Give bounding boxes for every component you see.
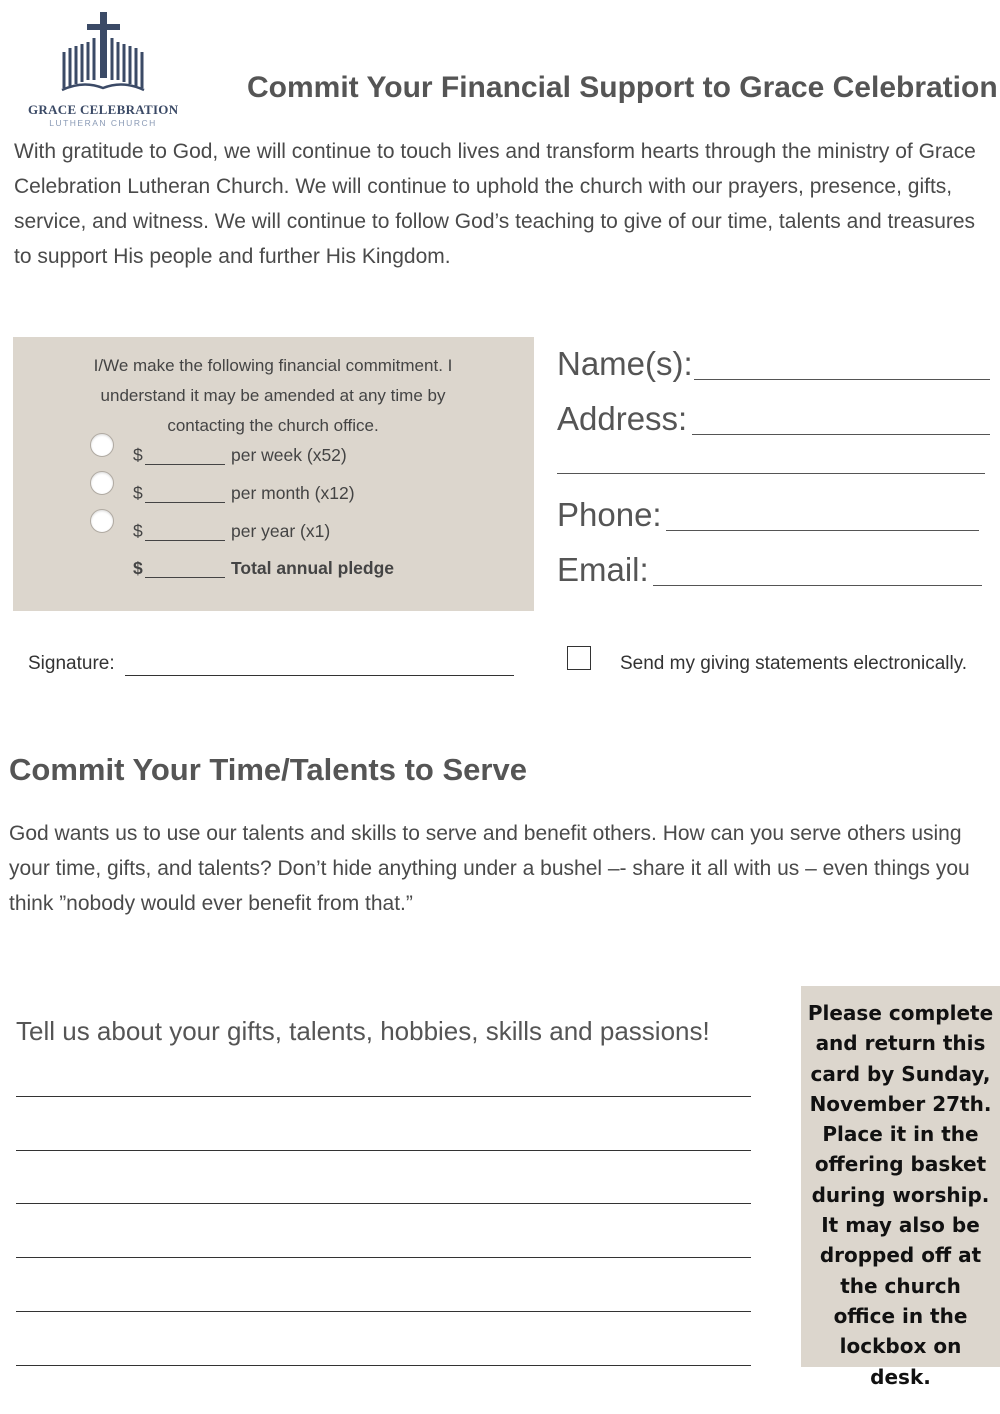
church-logo	[28, 8, 188, 133]
talents-answer-line[interactable]	[16, 1365, 751, 1366]
currency-symbol: $	[133, 558, 143, 578]
yearly-radio[interactable]	[90, 509, 114, 533]
currency-symbol: $	[133, 483, 143, 503]
talents-intro: God wants us to use our talents and skills to serve and benefit others. How can you serve others using your time, gifts, and talents? Don’t hide anything under a bushel –- share it all with us – even things you think ”nobody would ever benefit from that.”	[9, 822, 970, 915]
electronic-statements-label: Send my giving statements electronically.	[620, 653, 968, 674]
pledge-total-row	[13, 558, 533, 588]
yearly-label: per year (x1)	[231, 521, 331, 541]
monthly-radio[interactable]	[90, 471, 114, 495]
total-label: Total annual pledge	[231, 558, 395, 578]
phone-label: Phone:	[557, 496, 662, 533]
signature-label: Signature:	[28, 653, 115, 674]
electronic-statements-checkbox[interactable]	[567, 646, 591, 670]
email-label: Email:	[557, 551, 649, 588]
signature-field[interactable]	[125, 675, 514, 676]
name-label: Name(s):	[557, 345, 693, 382]
currency-symbol: $	[133, 445, 143, 465]
talents-heading: Commit Your Time/Talents to Serve	[9, 752, 527, 787]
name-field[interactable]	[694, 379, 990, 380]
monthly-label: per month (x12)	[231, 483, 355, 503]
return-instructions-panel	[801, 986, 1000, 1389]
financial-heading: Commit Your Financial Support to Grace Celebration	[247, 71, 998, 104]
financial-intro: With gratitude to God, we will continue to touch lives and transform hearts through the ministry of Grace Celebration Lutheran Church. We will continue to uphold the church with our prayers, presence, gifts, service, and witness. We will continue to follow God’s teaching to give of our time, talents and treasures to support His people and further His Kingdom.	[14, 140, 976, 268]
address-field[interactable]	[692, 434, 990, 435]
commitment-panel	[13, 337, 534, 611]
email-field[interactable]	[653, 585, 982, 586]
logo-subtitle: LUTHERAN CHURCH	[49, 118, 157, 128]
pledge-option-weekly	[13, 445, 533, 475]
pledge-option-yearly	[13, 521, 533, 551]
return-instructions-text: Please complete and return this card by Sunday, November 27th. Place it in the offering basket during worship. It may also be dropped off at the church office in the lockbox on desk.	[807, 1001, 994, 1389]
logo-name: GRACE CELEBRATION	[28, 102, 179, 117]
weekly-amount-field[interactable]	[145, 464, 225, 465]
weekly-radio[interactable]	[90, 433, 114, 457]
talents-answer-line[interactable]	[16, 1203, 751, 1204]
cross-bible-icon	[58, 8, 148, 98]
talents-answer-line[interactable]	[16, 1150, 751, 1151]
monthly-amount-field[interactable]	[145, 502, 225, 503]
talents-answer-line[interactable]	[16, 1257, 751, 1258]
address-field-line-2[interactable]	[557, 473, 985, 474]
address-label: Address:	[557, 400, 688, 437]
pledge-option-monthly	[13, 483, 533, 513]
talents-answer-line[interactable]	[16, 1096, 751, 1097]
talents-prompt: Tell us about your gifts, talents, hobbies, skills and passions!	[16, 1016, 710, 1046]
talents-answer-line[interactable]	[16, 1311, 751, 1312]
total-amount-field[interactable]	[145, 577, 225, 578]
yearly-amount-field[interactable]	[145, 540, 225, 541]
weekly-label: per week (x52)	[231, 445, 347, 465]
commitment-intro: I/We make the following financial commitment. I understand it may be amended at any time by contacting the church office.	[93, 356, 453, 435]
currency-symbol: $	[133, 521, 143, 541]
phone-field[interactable]	[666, 530, 979, 531]
